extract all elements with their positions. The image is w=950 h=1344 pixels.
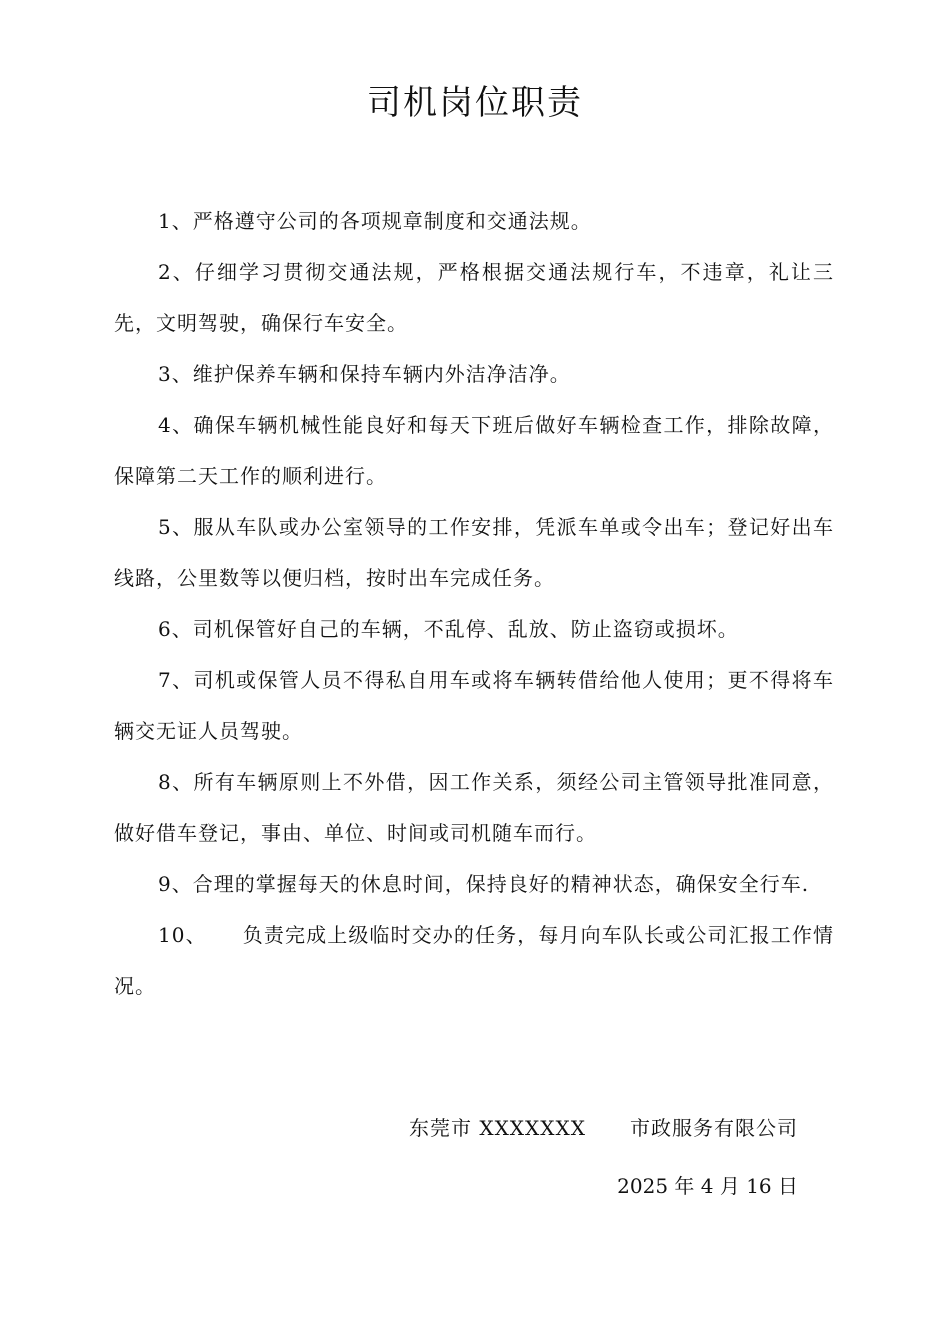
item-number: 5、 [158, 515, 194, 539]
item-number: 7、 [158, 668, 194, 692]
item-number: 10、 [158, 923, 207, 947]
document-body [114, 196, 834, 1012]
list-item [114, 757, 834, 859]
list-item [114, 400, 834, 502]
list-item [114, 247, 834, 349]
list-item [114, 349, 834, 400]
list-item [114, 655, 834, 757]
item-text: 仔细学习贯彻交通法规，严格根据交通法规行车，不违章，礼让三先，文明驾驶，确保行车安全。 [114, 260, 835, 335]
item-number: 2、 [158, 260, 195, 284]
list-item [114, 910, 834, 1012]
document-title: 司机岗位职责 [367, 83, 583, 123]
item-text: 严格遵守公司的各项规章制度和交通法规。 [192, 209, 592, 233]
item-text: 所有车辆原则上不外借，因工作关系，须经公司主管领导批准同意，做好借车登记，事由、单位、时间或司机随车而行。 [114, 770, 834, 845]
item-number: 9、 [158, 872, 193, 896]
item-text: 维护保养车辆和保持车辆内外洁净洁净。 [192, 362, 571, 386]
item-text: 服从车队或办公室领导的工作安排，凭派车单或令出车；登记好出车线路，公里数等以便归档，按时出车完成任务。 [114, 515, 834, 590]
item-number: 6、 [158, 617, 193, 641]
item-number: 8、 [158, 770, 194, 794]
item-text: 负责完成上级临时交办的任务，每月向车队长或公司汇报工作情况。 [114, 923, 835, 998]
item-text: 司机保管好自己的车辆，不乱停、乱放、防止盗窃或损坏。 [192, 617, 739, 641]
signature-organization [409, 1108, 798, 1148]
item-text: 合理的掌握每天的休息时间，保持良好的精神状态，确保安全行车. [192, 872, 810, 896]
signature-org-part2: 市政服务有限公司 [630, 1116, 798, 1140]
item-number: 3、 [158, 362, 193, 386]
list-item [114, 859, 834, 910]
list-item [114, 604, 834, 655]
signature-date: 2025 年 4 月 16 日 [617, 1174, 798, 1198]
item-number: 4、 [158, 413, 194, 437]
item-text: 司机或保管人员不得私自用车或将车辆转借给他人使用；更不得将车辆交无证人员驾驶。 [114, 668, 834, 743]
list-item [114, 196, 834, 247]
item-text: 确保车辆机械性能良好和每天下班后做好车辆检查工作，排除故障，保障第二天工作的顺利进行。 [114, 413, 834, 488]
signature-org-part1: 东莞市 XXXXXXX [408, 1116, 586, 1140]
list-item [114, 502, 834, 604]
item-number: 1、 [158, 209, 193, 233]
